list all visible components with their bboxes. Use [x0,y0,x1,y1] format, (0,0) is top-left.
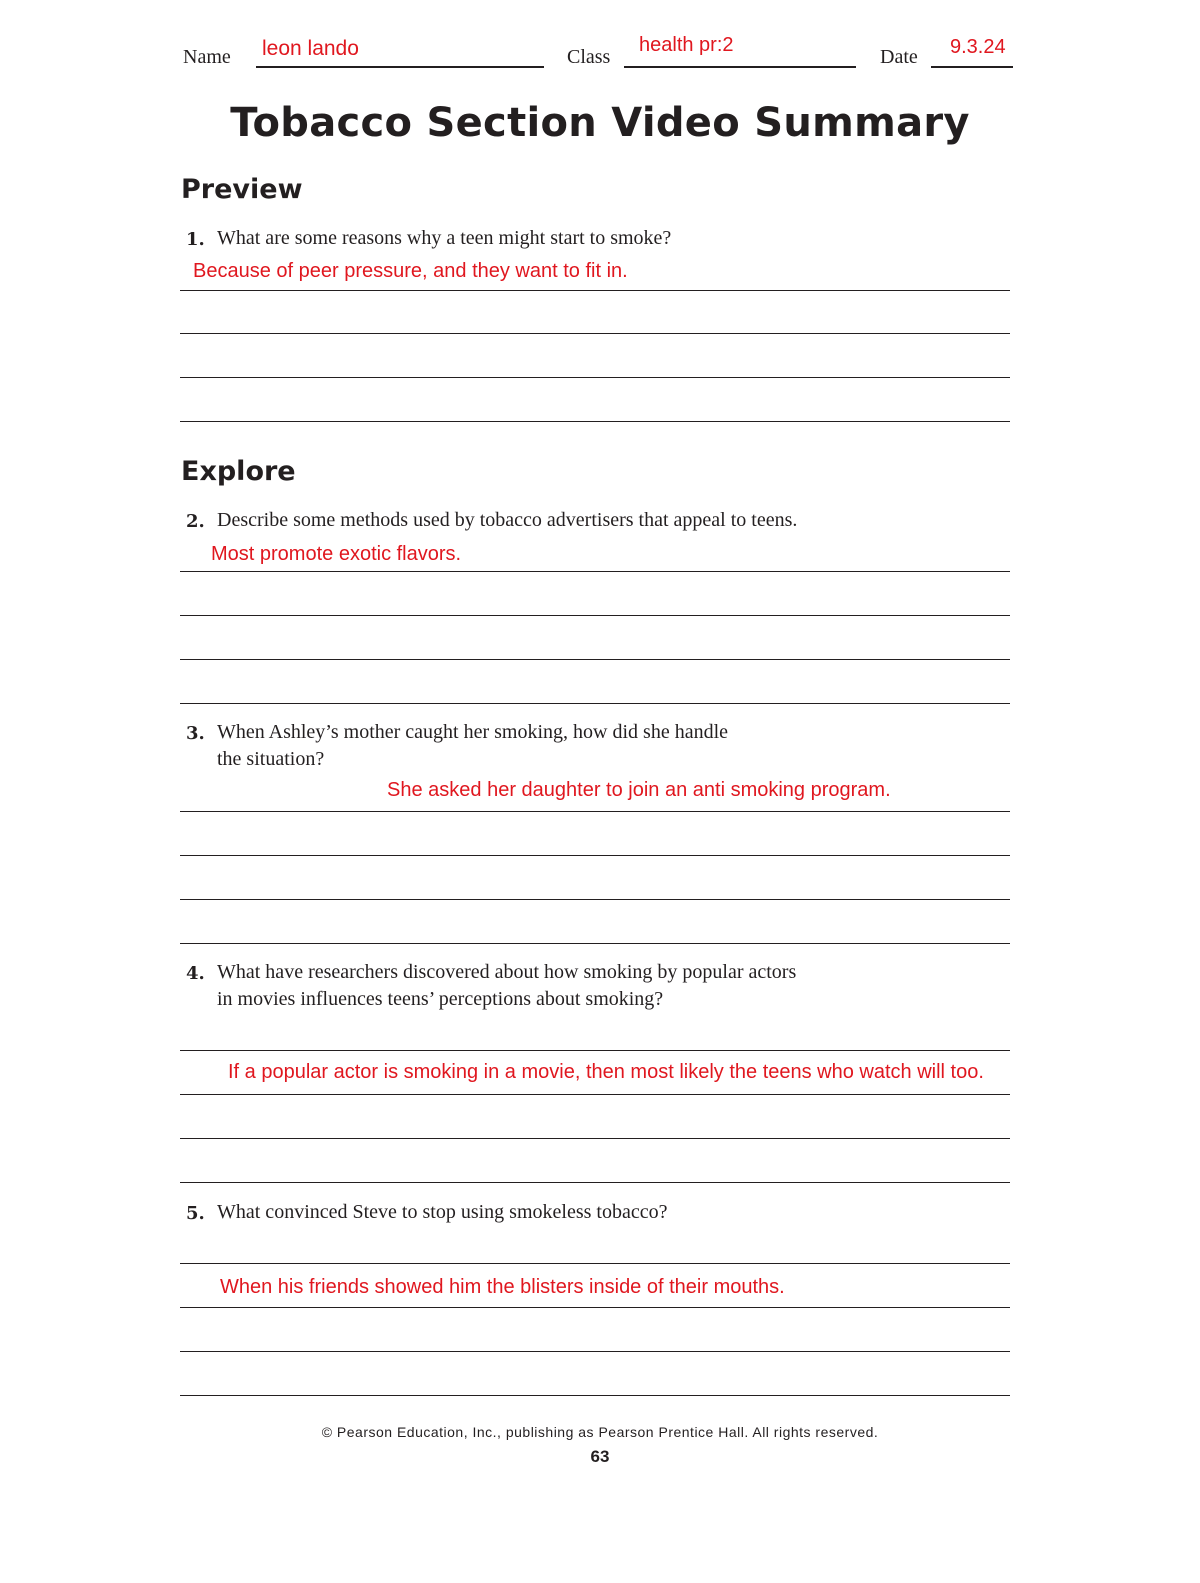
answer-line [180,1182,1010,1183]
question-text: Describe some methods used by tobacco advertisers that appeal to teens. [217,509,798,531]
answer-line [180,899,1010,900]
page-title: Tobacco Section Video Summary [230,100,970,146]
answer-line [180,377,1010,378]
answer-line [180,1263,1010,1264]
answer-text[interactable]: When his friends showed him the blisters inside of their mouths. [220,1276,785,1298]
answer-line [180,1307,1010,1308]
class-value[interactable]: health pr:2 [639,34,734,56]
answer-line [180,943,1010,944]
question-text: What are some reasons why a teen might start to smoke? [217,227,672,249]
question-number: 4. [186,963,205,984]
answer-text[interactable]: She asked her daughter to join an anti smoking program. [387,779,891,801]
section-heading-preview: Preview [181,174,303,205]
question-number: 5. [186,1203,205,1224]
question-text-continued: in movies influences teens’ perceptions about smoking? [217,988,664,1010]
answer-line [180,333,1010,334]
answer-line [180,703,1010,704]
name-value[interactable]: leon lando [262,37,359,60]
answer-line [180,659,1010,660]
name-line [256,66,544,68]
answer-line [180,1050,1010,1051]
date-label: Date [880,46,918,68]
answer-line [180,421,1010,422]
page-number: 63 [590,1447,610,1466]
answer-line [180,1351,1010,1352]
answer-line [180,1094,1010,1095]
answer-line [180,1395,1010,1396]
section-heading-explore: Explore [181,456,296,487]
answer-text[interactable]: Most promote exotic flavors. [211,543,462,565]
question-number: 2. [186,511,205,532]
copyright-notice: © Pearson Education, Inc., publishing as Pearson Prentice Hall. All rights reserved. [321,1424,879,1440]
question-text: What have researchers discovered about how smoking by popular actors [217,961,797,983]
class-label: Class [567,46,611,68]
answer-line [180,855,1010,856]
question-text: When Ashley’s mother caught her smoking, how did she handle [217,721,729,743]
answer-text[interactable]: Because of peer pressure, and they want to fit in. [193,260,628,282]
question-text: What convinced Steve to stop using smokeless tobacco? [217,1201,668,1223]
question-number: 3. [186,723,205,744]
answer-line [180,571,1010,572]
question-number: 1. [186,229,205,250]
date-line [931,66,1013,68]
answer-text[interactable]: If a popular actor is smoking in a movie, then most likely the teens who watch will too. [228,1061,984,1083]
answer-line [180,1138,1010,1139]
class-line [624,66,856,68]
answer-line [180,290,1010,291]
name-label: Name [183,46,231,68]
date-value[interactable]: 9.3.24 [950,36,1006,58]
answer-line [180,811,1010,812]
question-text-continued: the situation? [217,748,325,770]
answer-line [180,615,1010,616]
